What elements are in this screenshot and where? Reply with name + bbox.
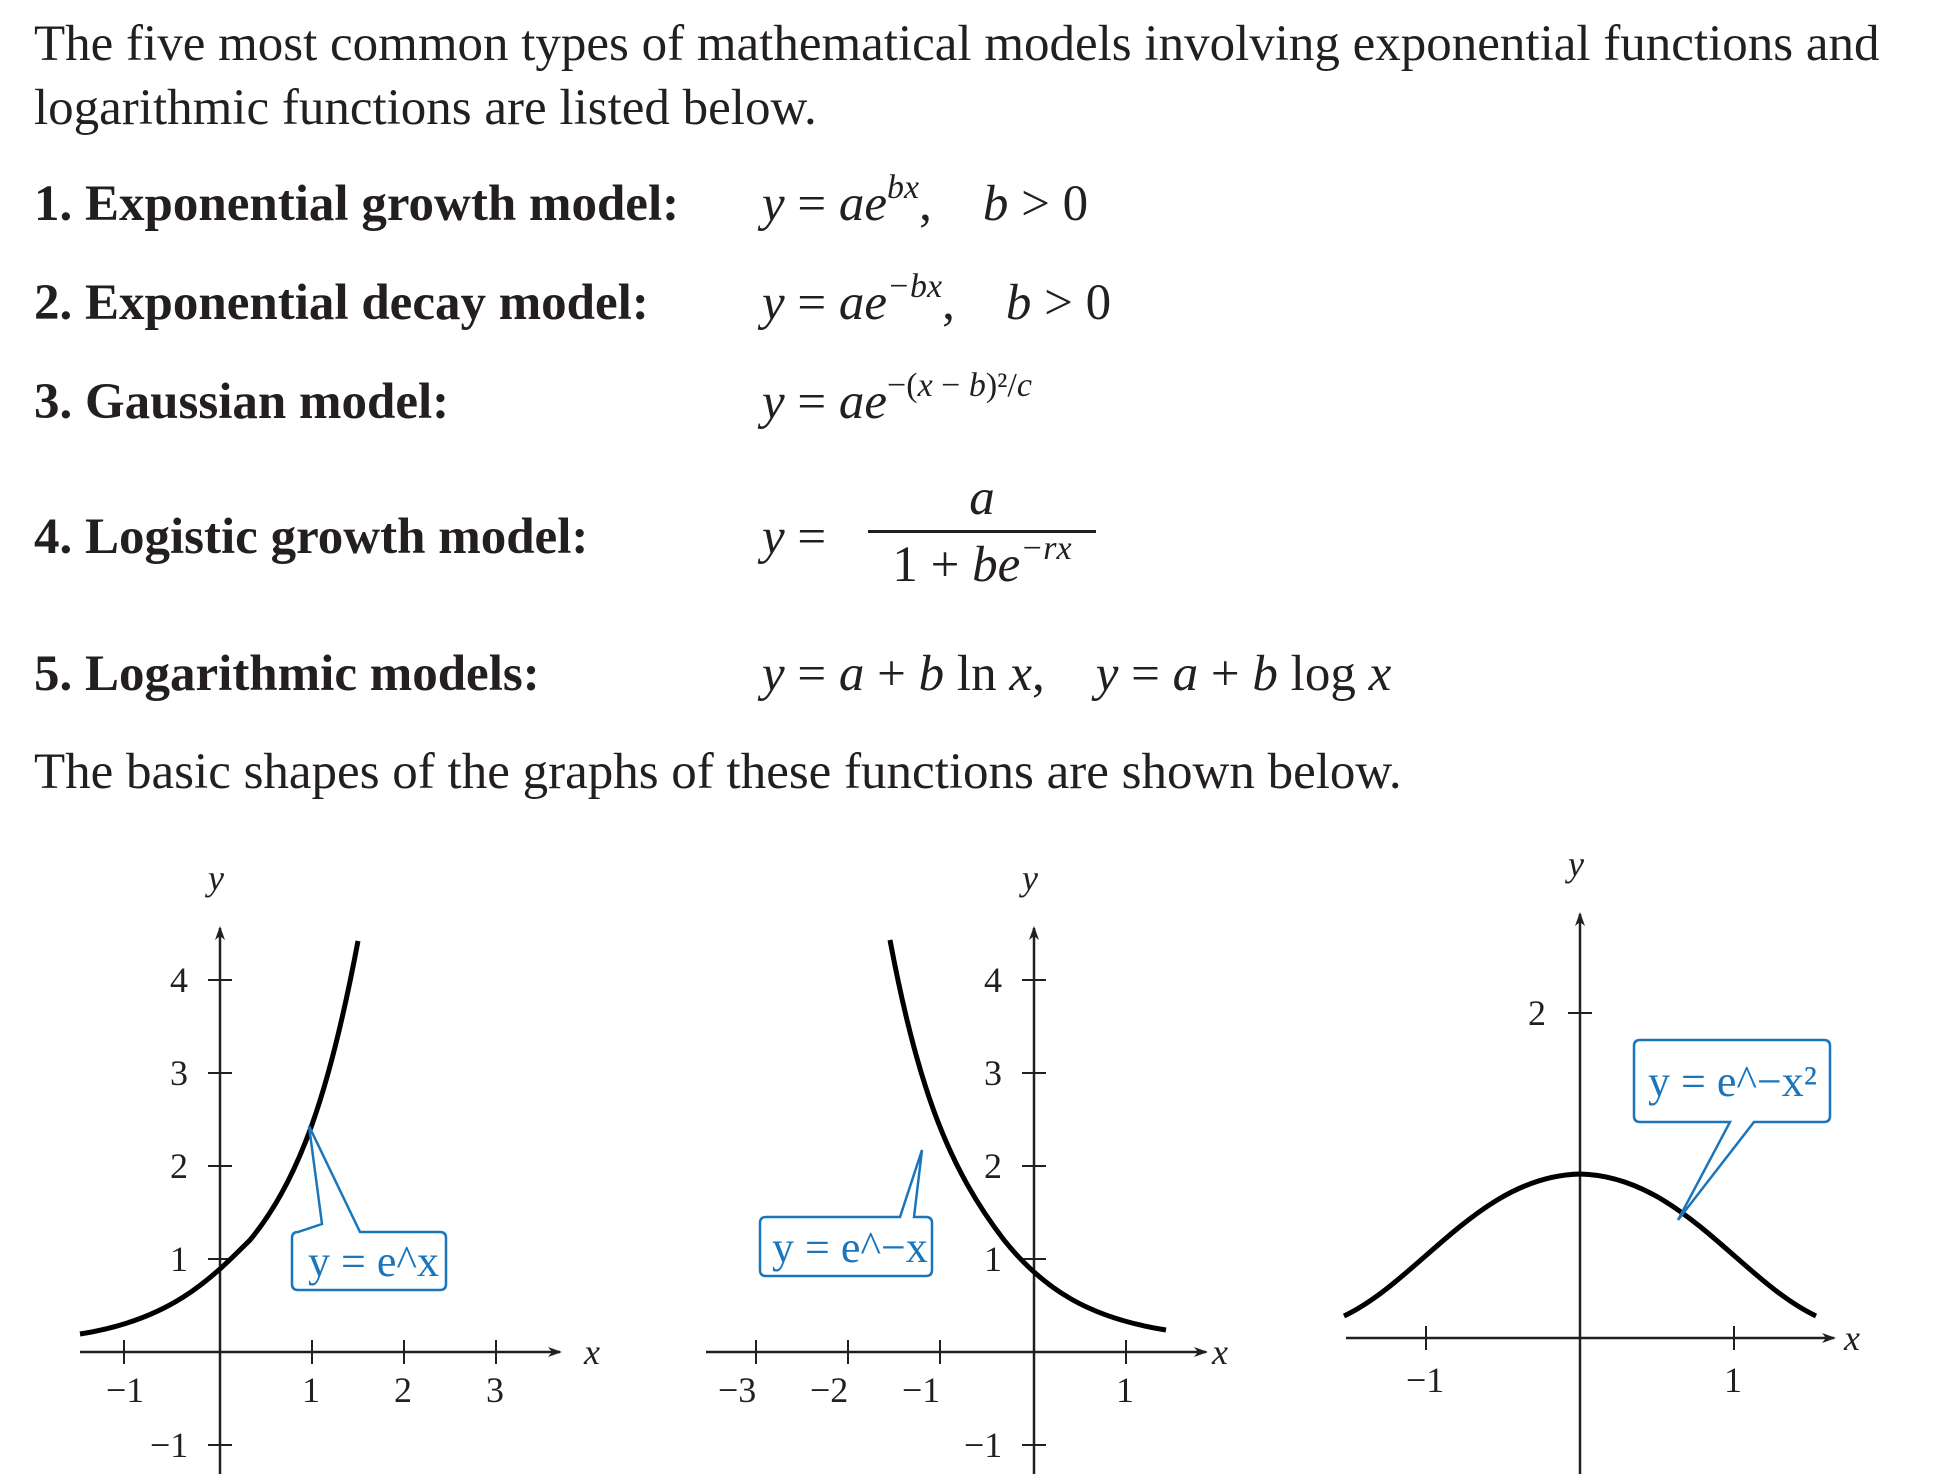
model-4-label: 4. Logistic growth model: [34, 509, 589, 565]
graph-exponential-decay [706, 858, 1228, 1474]
g1-ytick-1: 1 [170, 1239, 188, 1279]
g2-ytick-2: 2 [984, 1146, 1002, 1186]
g2-y-label: y [1022, 858, 1038, 898]
graph-exponential-growth [80, 841, 600, 1474]
model-1-equation: $y = ae^{bx}$, b > 0 [762, 169, 1089, 232]
model-5 [34, 642, 540, 706]
g1-ytick-2: 2 [170, 1146, 188, 1186]
model-2-equation: $y = ae^{-bx}$, b > 0 [762, 268, 1112, 331]
g2-ytick-1: 1 [984, 1239, 1002, 1279]
g3-xtick-neg1: −1 [1406, 1360, 1445, 1400]
g1-ytick-4: 4 [170, 960, 188, 1000]
g2-x-label: x [1212, 1332, 1228, 1372]
model-2 [34, 271, 649, 335]
graph-gaussian [1344, 844, 1860, 1474]
model-1-label: 1. Exponential growth model: [34, 176, 680, 232]
model-4-fraction: a $1 + be^{-rx}$ [868, 468, 1096, 601]
g1-xtick-1: 1 [302, 1370, 320, 1410]
g1-callout [292, 841, 446, 1290]
model-5-label: 5. Logarithmic models: [34, 646, 540, 702]
g3-x-label: x [1844, 1318, 1860, 1358]
model-3-label: 3. Gaussian model: [34, 374, 450, 430]
g2-ytick-neg1: −1 [964, 1425, 1003, 1465]
g2-xtick-neg3: −3 [718, 1370, 757, 1410]
model-3-equation: $y = ae^{-(x - b)^2/c}$ [762, 367, 1032, 430]
g1-ytick-neg1: −1 [150, 1425, 189, 1465]
g2-callout [760, 1150, 932, 1276]
g1-xtick-2: 2 [394, 1370, 412, 1410]
g3-callout [1634, 1040, 1830, 1220]
outro-paragraph: The basic shapes of the graphs of these functions are shown below. [34, 744, 1402, 800]
model-4-equation-lhs: y = [762, 509, 827, 565]
g3-callout-text: y = e^−x² [1648, 1057, 1817, 1106]
g2-xtick-neg2: −2 [810, 1370, 849, 1410]
g1-x-label: x [584, 1332, 600, 1372]
model-4 [34, 505, 588, 569]
g3-ytick-2: 2 [1528, 993, 1546, 1033]
model-2-label: 2. Exponential decay model: [34, 275, 649, 331]
model-3 [34, 370, 449, 434]
g2-ytick-4: 4 [984, 960, 1002, 1000]
g3-y-label: y [1568, 844, 1584, 884]
g2-ytick-3: 3 [984, 1053, 1002, 1093]
g2-xtick-neg1: −1 [902, 1370, 941, 1410]
g1-callout-text: y = e^x [308, 1237, 439, 1286]
g2-callout-text: y = e^−x [772, 1223, 928, 1272]
model-1 [34, 172, 679, 236]
g3-xtick-1: 1 [1724, 1360, 1742, 1400]
g1-xtick-neg1: −1 [106, 1370, 145, 1410]
g1-xtick-3: 3 [486, 1370, 504, 1410]
g1-y-label: y [208, 858, 224, 898]
graphs-figure [0, 840, 1942, 1474]
g1-ytick-3: 3 [170, 1053, 188, 1093]
g2-xtick-1: 1 [1116, 1370, 1134, 1410]
intro-paragraph: The five most common types of mathematical models involving exponential functions and logarithmic functions are listed below. [34, 16, 1880, 136]
model-5-equation: y = a + b ln x, y = a + b log x [762, 646, 1392, 702]
